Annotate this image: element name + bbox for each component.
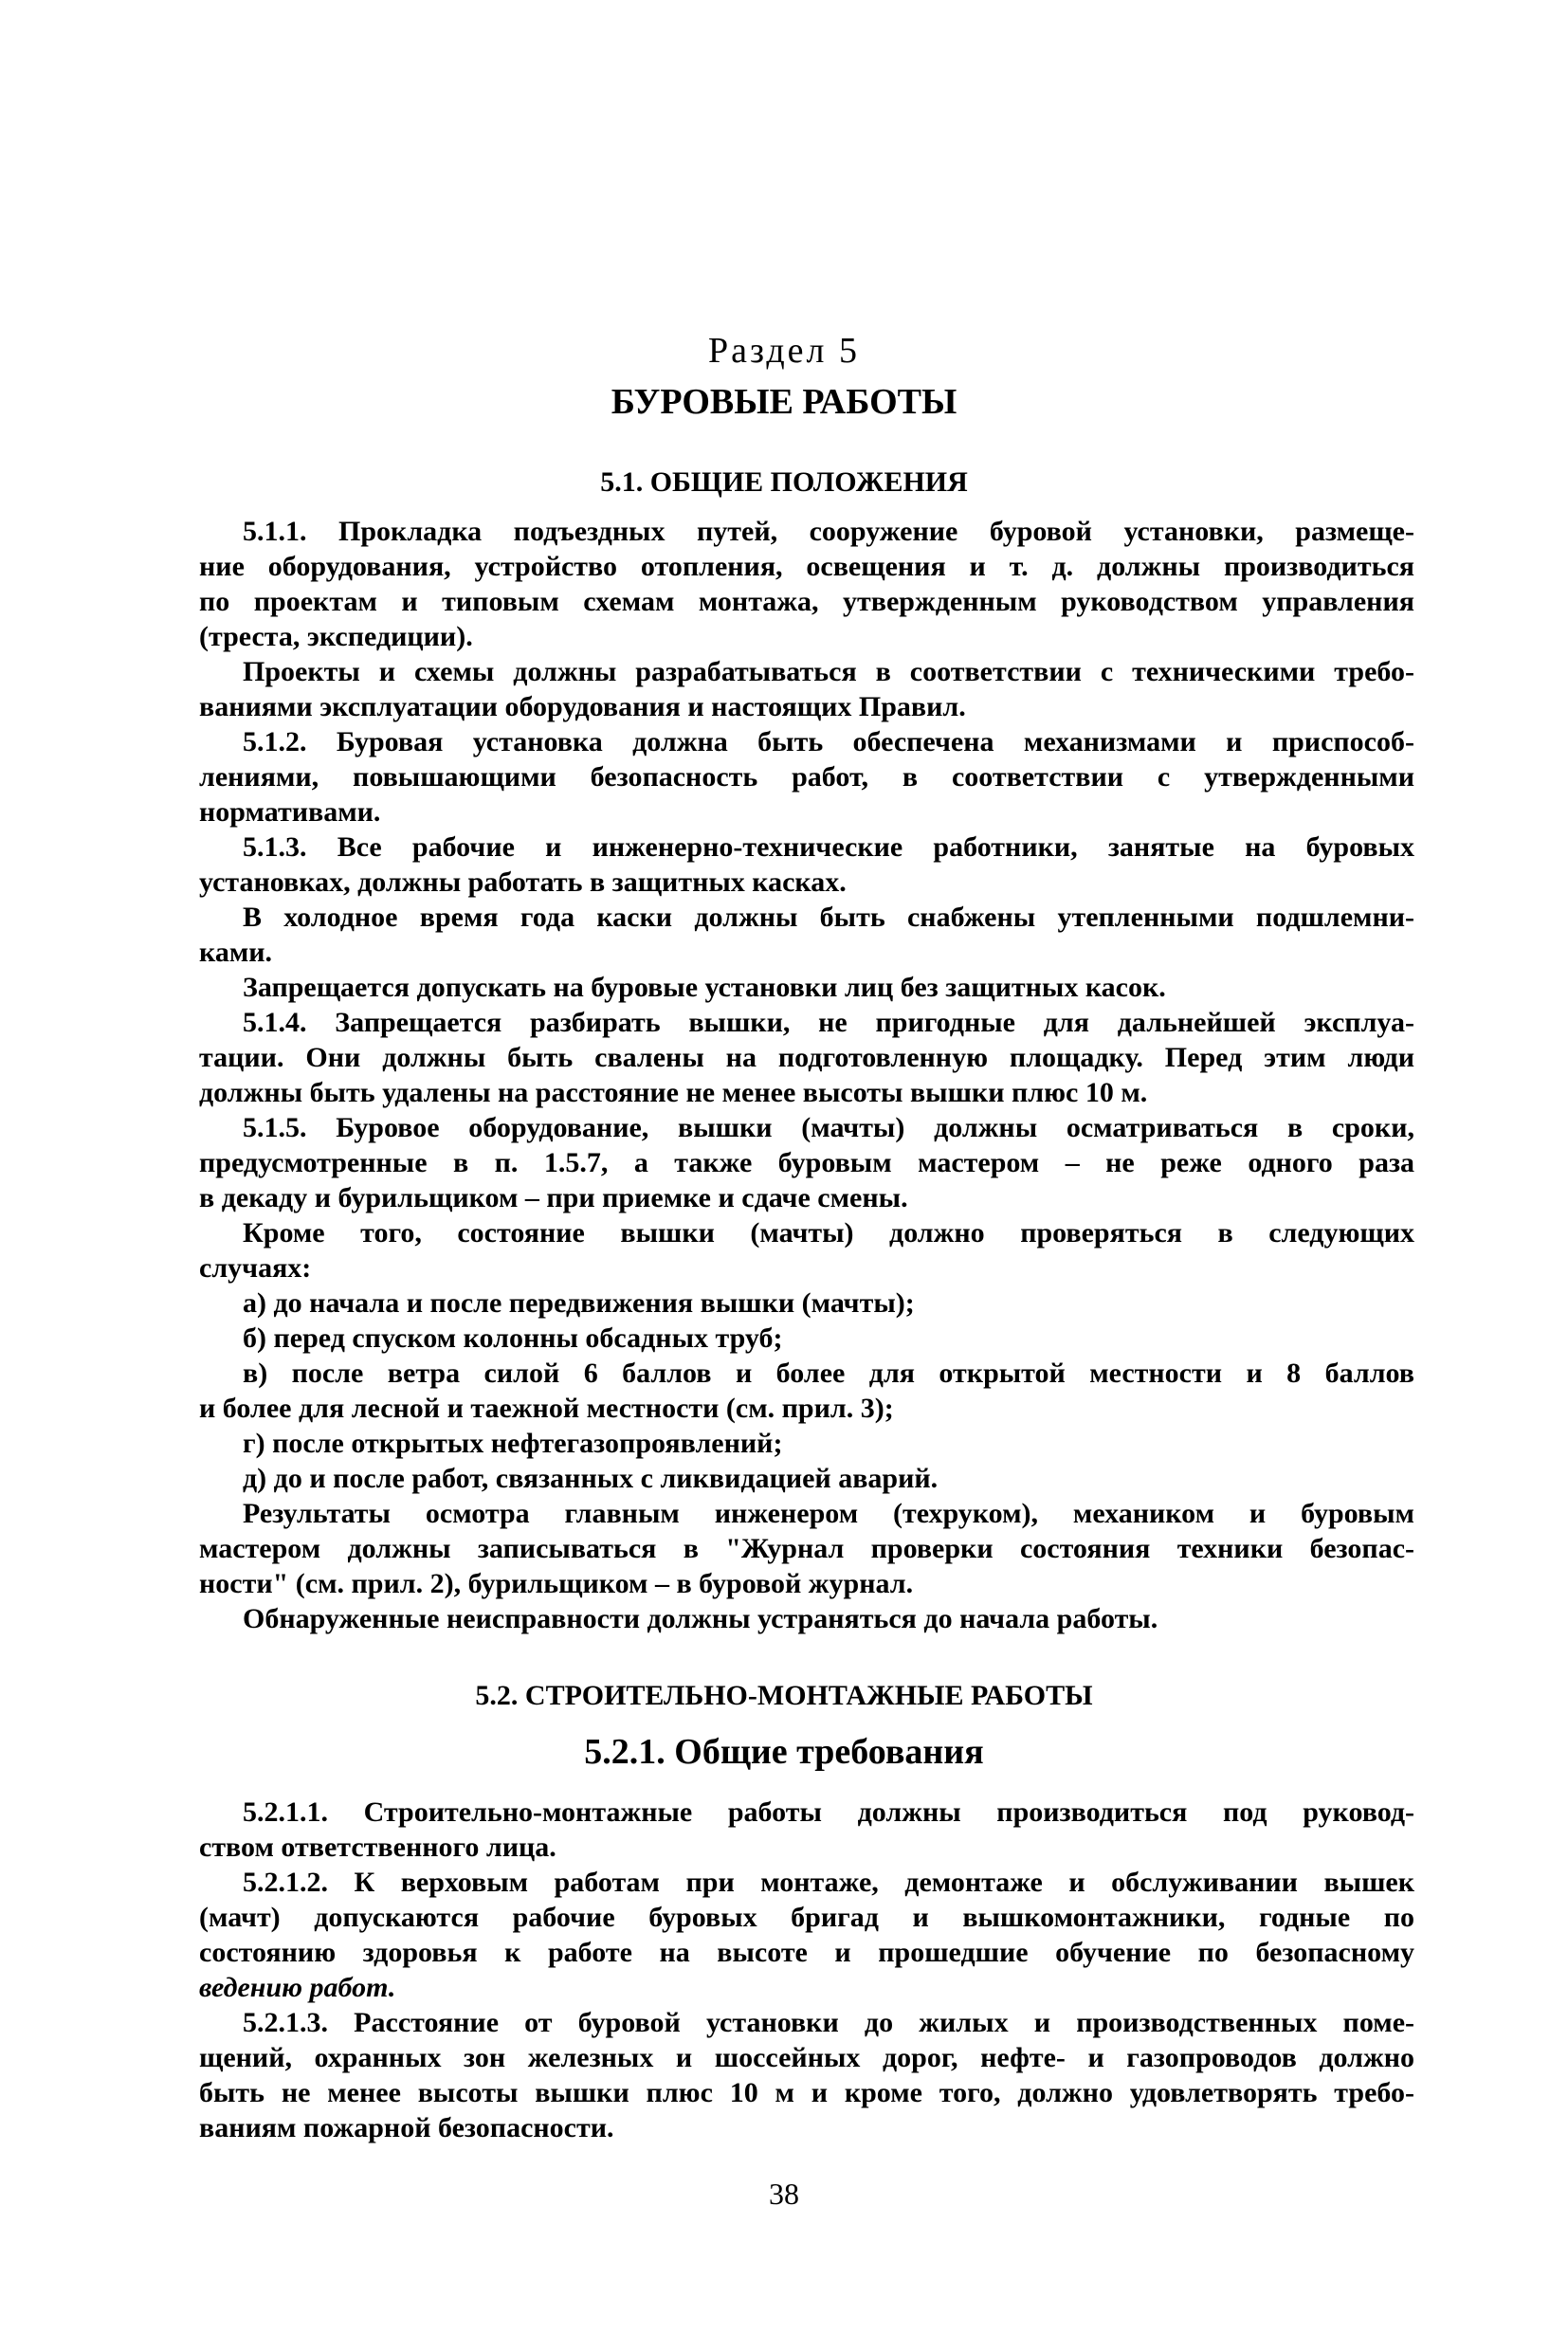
heading-5-2-1: 5.2.1. Общие требования (584, 1732, 984, 1772)
paragraph-line: Проекты и схемы должны разрабатываться в соответствии с техническими требо- (243, 656, 1414, 687)
paragraph-line: (треста, экспедиции). (199, 621, 473, 652)
paragraph-line: лениями, повышающими безопасность работ, в соответствии с утвержденными (199, 761, 1414, 793)
paragraph-line: 5.2.1.1. Строительно-монтажные работы должны производиться под руковод- (243, 1796, 1414, 1828)
paragraph-line: должны быть удалены на расстояние не менее высоты вышки плюс 10 м. (199, 1077, 1148, 1108)
section-title: БУРОВЫЕ РАБОТЫ (611, 382, 957, 422)
paragraph-line: тации. Они должны быть свалены на подготовленную площадку. Перед этим люди (199, 1042, 1414, 1073)
paragraph-line: 5.1.3. Все рабочие и инженерно-технические работники, занятые на буровых (243, 831, 1414, 863)
paragraph-line: ние оборудования, устройство отопления, освещения и т. д. должны производиться (199, 551, 1414, 582)
paragraph-line: 5.1.5. Буровое оборудование, вышки (мачты) должны осматриваться в сроки, (243, 1112, 1414, 1143)
paragraph-line: 5.2.1.2. К верховым работам при монтаже, демонтаже и обслуживании вышек (243, 1867, 1414, 1898)
paragraph-line: нормативами. (199, 796, 381, 828)
paragraph-line: состоянию здоровья к работе на высоте и прошедшие обучение по безопасному (199, 1937, 1414, 1968)
paragraph-line: мастером должны записываться в "Журнал проверки состояния техники безопас- (199, 1533, 1414, 1564)
paragraph-line: быть не менее высоты вышки плюс 10 м и кроме того, должно удовлетворять требо- (199, 2077, 1414, 2108)
paragraph-line: (мачт) допускаются рабочие буровых бригад и вышкомонтажники, годные по (199, 1902, 1414, 1933)
page-number: 38 (769, 2177, 799, 2211)
paragraph-line: установках, должны работать в защитных касках. (199, 866, 847, 898)
paragraph-line: 5.1.1. Прокладка подъездных путей, сооружение буровой установки, размеще- (243, 516, 1414, 547)
paragraph-line: по проектам и типовым схемам монтажа, утвержденным руководством управления (199, 586, 1414, 617)
paragraph-line: в) после ветра силой 6 баллов и более для открытой местности и 8 баллов (243, 1358, 1414, 1389)
paragraph-line: 5.1.2. Буровая установка должна быть обеспечена механизмами и приспособ- (243, 726, 1414, 757)
section-label: Раздел 5 (708, 331, 860, 371)
paragraph-line: 5.1.4. Запрещается разбирать вышки, не пригодные для дальнейшей эксплуа- (243, 1007, 1414, 1038)
paragraph-line: В холодное время года каски должны быть снабжены утепленными подшлемни- (243, 902, 1414, 933)
paragraph-line: ваниями эксплуатации оборудования и настоящих Правил. (199, 691, 966, 722)
paragraph-line: г) после открытых нефтегазопроявлений; (243, 1428, 783, 1459)
paragraph-line: Обнаруженные неисправности должны устраняться до начала работы. (243, 1603, 1158, 1634)
text-block-5-2-1 (199, 1795, 1414, 2145)
paragraph-line: 5.2.1.3. Расстояние от буровой установки до жилых и производственных поме- (243, 2007, 1414, 2038)
paragraph-line: б) перед спуском колонны обсадных труб; (243, 1322, 783, 1354)
paragraph-line: а) до начала и после передвижения вышки (мачты); (243, 1287, 915, 1319)
paragraph-line: Кроме того, состояние вышки (мачты) должно проверяться в следующих (243, 1217, 1414, 1249)
paragraph-line: в декаду и бурильщиком – при приемке и сдаче смены. (199, 1182, 908, 1213)
paragraph-line: случаях: (199, 1252, 312, 1284)
paragraph-line: и более для лесной и таежной местности (см. прил. 3); (199, 1393, 894, 1424)
paragraph-line: предусмотренные в п. 1.5.7, а также буровым мастером – не реже одного раза (199, 1147, 1414, 1178)
paragraph-line: ством ответственного лица. (199, 1832, 556, 1863)
heading-5-1: 5.1. ОБЩИЕ ПОЛОЖЕНИЯ (600, 466, 968, 498)
paragraph-line: ками. (199, 937, 273, 968)
paragraph-line: Запрещается допускать на буровые установки лиц без защитных касок. (243, 972, 1166, 1003)
paragraph-line: д) до и после работ, связанных с ликвидацией аварий. (243, 1463, 939, 1494)
paragraph-line: ности" (см. прил. 2), бурильщиком – в буровой журнал. (199, 1568, 914, 1599)
paragraph-line: Результаты осмотра главным инженером (техруком), механиком и буровым (243, 1498, 1414, 1529)
paragraph-line: ведению работ. (199, 1972, 396, 2003)
heading-5-2: 5.2. СТРОИТЕЛЬНО-МОНТАЖНЫЕ РАБОТЫ (475, 1680, 1093, 1711)
text-block-5-1 (199, 514, 1414, 1636)
paragraph-line: ваниям пожарной безопасности. (199, 2112, 614, 2143)
paragraph-line: щений, охранных зон железных и шоссейных дорог, нефте- и газопроводов должно (199, 2042, 1414, 2073)
